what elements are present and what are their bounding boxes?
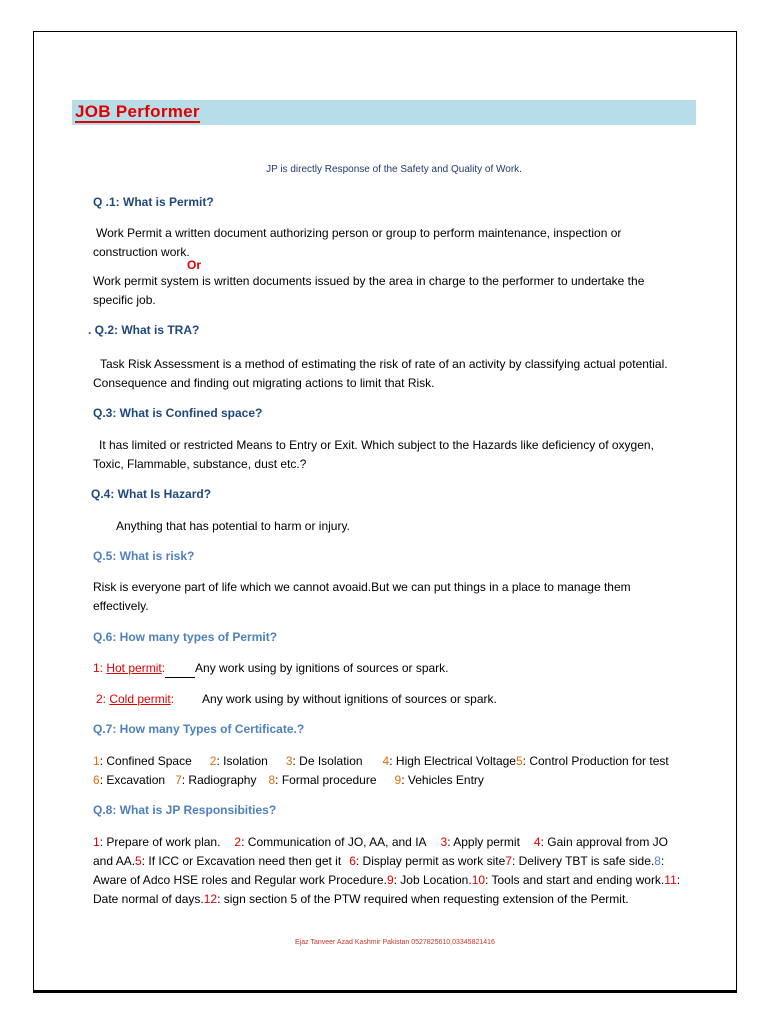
q8-list-item-number: 6 [349, 854, 356, 868]
subtitle: JP is directly Response of the Safety and Quality of Work. [266, 164, 522, 175]
q3-answer: It has limited or restricted Means to Entry or Exit. Which subject to the Hazards like deficiency of oxygen, Toxic, Flammable, substance, dust etc.? [93, 438, 654, 471]
q8-list-item-number: 12 [203, 892, 218, 906]
q8-list-item-text: : Display permit as work site [355, 854, 506, 868]
q8-list-item-text: : If ICC or Excavation need then get it [141, 854, 342, 868]
q7-list-item-text: : Vehicles Entry [401, 773, 484, 787]
q1-answer-a: Work Permit a written document authorizing person or group to perform maintenance, inspection or construction work. [93, 226, 622, 259]
q8-list-item-text: : Gain approval from JO and AA. [93, 835, 668, 868]
q7-list-item-number: 4 [382, 754, 390, 768]
cold-permit-number: 2: [96, 692, 110, 706]
q8-list-item-text: : Communication of JO, AA, and IA [241, 835, 427, 849]
q6-hot-permit-row [93, 659, 683, 678]
hot-permit-colon: : [161, 661, 166, 675]
q8-list-item-number: 3 [440, 835, 448, 849]
q6-question: Q.6: How many types of Permit? [93, 630, 278, 644]
q7-list-item-text: : Control Production for test [522, 754, 669, 768]
cold-permit-colon: : [170, 692, 175, 706]
q8-list-item-number: 7 [505, 854, 512, 868]
cold-permit-label: Cold permit [109, 692, 171, 706]
q7-list-item-number: 6 [93, 773, 100, 787]
q4-answer: Anything that has potential to harm or injury. [116, 519, 350, 533]
hot-permit-spacer [165, 665, 195, 678]
q8-list-item-text: : Prepare of work plan. [99, 835, 221, 849]
q6-cold-permit-row [96, 690, 686, 709]
q2-answer: Task Risk Assessment is a method of estimating the risk of rate of an activity by classifying actual potential. Consequence and finding out migrating actions to limit that Risk. [93, 357, 668, 390]
q8-list-item-number: 5 [135, 854, 142, 868]
q7-list-item-number: 8 [268, 773, 276, 787]
q7-list-item-text: : Formal procedure [275, 773, 377, 787]
q8-list-item-number: 9 [386, 873, 394, 887]
q7-list-item-text: : High Electrical Voltage [389, 754, 516, 768]
q7-list-item-number: 7 [175, 773, 182, 787]
q2-question: . Q.2: What is TRA? [88, 323, 200, 337]
q7-question: Q.7: How many Types of Certificate.? [93, 722, 305, 736]
q7-list-item-number: 5 [515, 754, 523, 768]
q8-list-item-number: 8 [654, 854, 661, 868]
q7-list-item-text: : De Isolation [292, 754, 363, 768]
q8-list-item-number: 1 [93, 835, 100, 849]
q5-question: Q.5: What is risk? [93, 549, 195, 563]
q8-list-item-text: : Tools and start and ending work. [485, 873, 665, 887]
q7-list-item-text: : Radiography [181, 773, 257, 787]
q1-question: Q .1: What is Permit? [93, 195, 214, 209]
q7-list-item-number: 2 [209, 754, 217, 768]
q8-list-item-number: 10 [471, 873, 486, 887]
q8-list-item-number: 4 [533, 835, 541, 849]
q8-list-item-text: : Aware of Adco HSE roles and Regular work Procedure. [93, 854, 665, 887]
page-title: JOB Performer [75, 102, 200, 121]
q7-list-item-number: 3 [285, 754, 293, 768]
q1-or: Or [187, 258, 202, 272]
cold-permit-desc: Any work using by without ignitions of sources or spark. [202, 692, 497, 706]
q8-list-item-number: 11 [664, 873, 677, 887]
q7-list-item-text: : Excavation [99, 773, 166, 787]
q8-list-item-text: : Apply permit [447, 835, 520, 849]
hot-permit-label: Hot permit [106, 661, 162, 675]
title-bar [72, 100, 696, 125]
footer-contact: Ejaz Tanveer Azad Kashmir Pakistan 0527825610,03345821416 [295, 939, 495, 946]
q3-question: Q.3: What is Confined space? [93, 406, 263, 420]
q7-list-item-text: : Isolation [216, 754, 268, 768]
q8-list-item-text: : Date normal of days. [93, 873, 681, 906]
q8-list-item-number: 2 [234, 835, 242, 849]
q7-certificate-list [93, 752, 683, 790]
hot-permit-number: 1: [93, 661, 107, 675]
q7-list-item-number: 9 [394, 773, 402, 787]
q1-answer-b: Work permit system is written documents issued by the area in charge to the performer to undertake the specific job. [93, 274, 645, 307]
q7-list-item-text: : Confined Space [99, 754, 192, 768]
q5-answer: Risk is everyone part of life which we cannot avoaid.But we can put things in a place to manage them effectively. [93, 580, 631, 613]
q4-question: Q.4: What Is Hazard? [91, 487, 212, 501]
q8-list-item-text: : sign section 5 of the PTW required when requesting extension of the Permit. [217, 892, 629, 906]
q8-responsibility-list [93, 833, 683, 909]
q8-list-item-text: : Delivery TBT is safe side. [511, 854, 655, 868]
q7-list-item-number: 1 [93, 754, 100, 768]
q8-question: Q.8: What is JP Responsibities? [93, 803, 277, 817]
hot-permit-desc: Any work using by ignitions of sources or spark. [195, 661, 449, 675]
q8-list-item-text: : Job Location. [393, 873, 472, 887]
